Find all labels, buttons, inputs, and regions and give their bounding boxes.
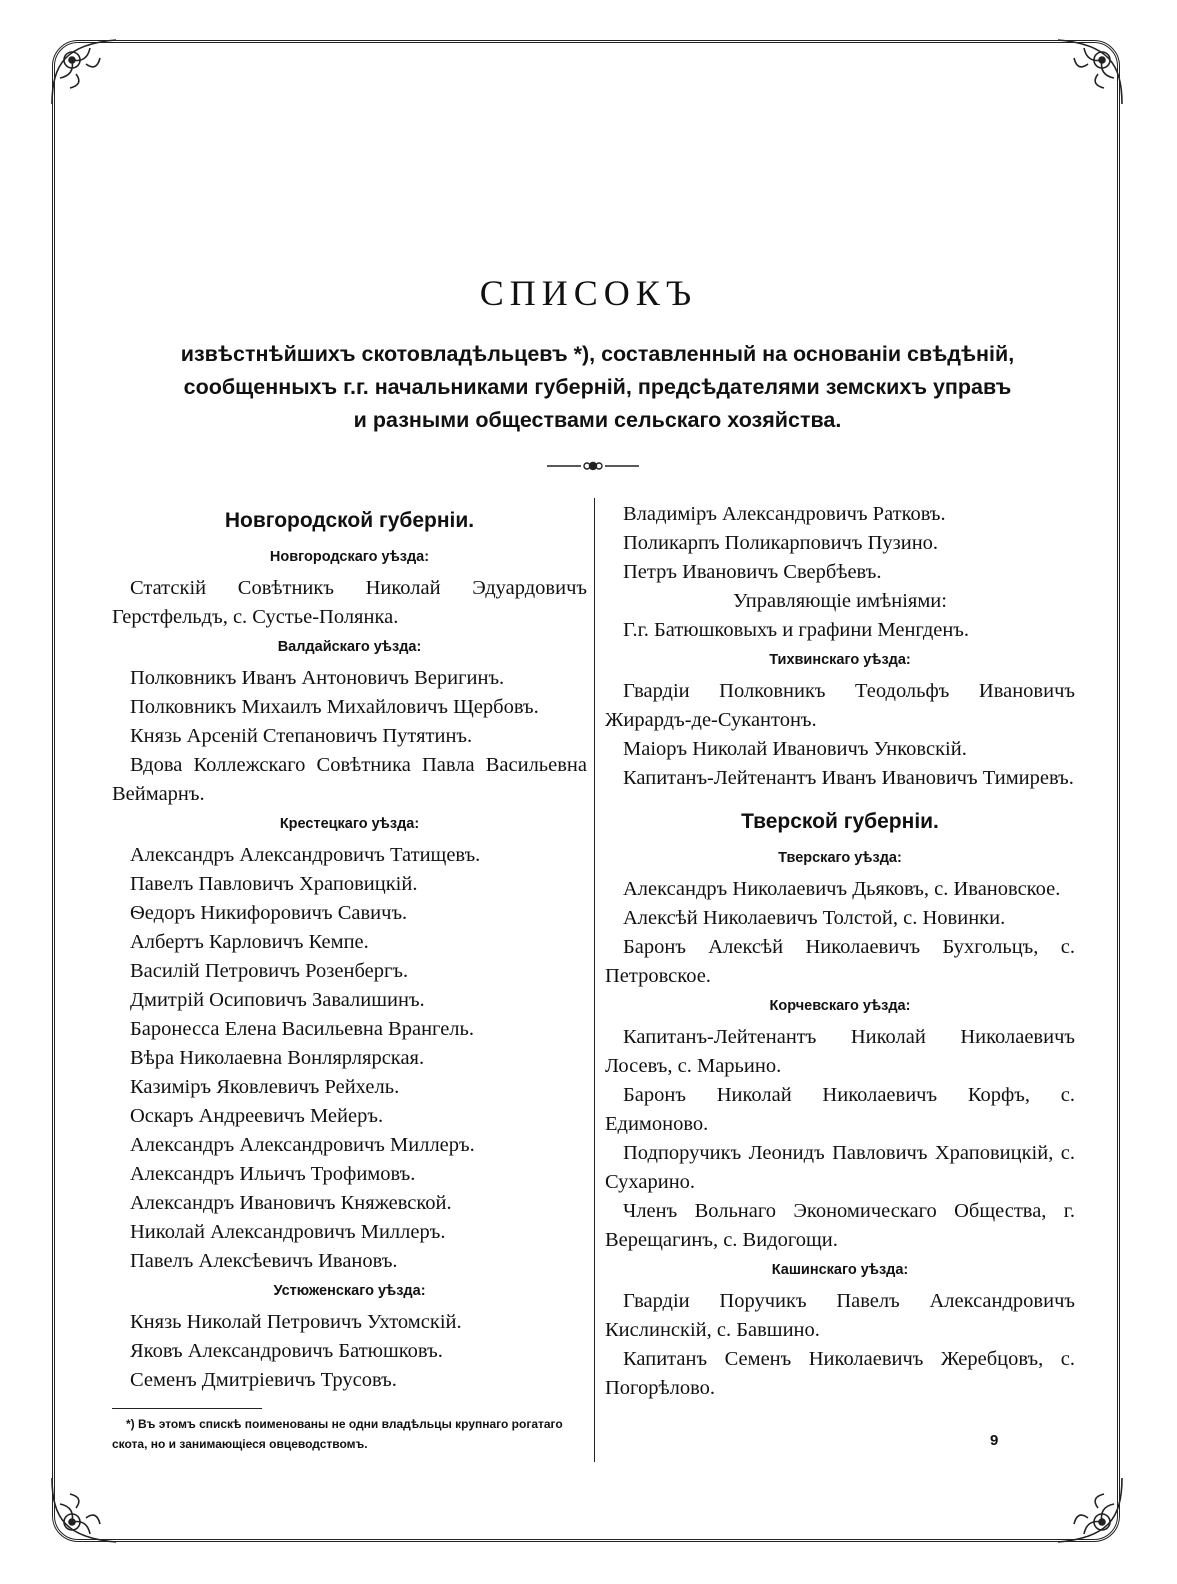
district-heading: Тверскаго уѣзда: (778, 850, 902, 866)
subtitle-line: извѣстнѣйшихъ скотовладѣльцевъ *), составленный на основаніи свѣдѣній, (180, 342, 1015, 366)
list-item: Александръ Александровичъ Татищевъ. (130, 844, 481, 866)
list-item: Подпоручикъ Леонидъ Павловичъ Храповицкій, с. Сухарино. (605, 1142, 1075, 1193)
list-item: Маіоръ Николай Ивановичъ Унковскій. (623, 738, 967, 760)
list-item: Капитанъ-Лейтенантъ Николай Николаевичъ Лосевъ, с. Марьино. (605, 1026, 1075, 1077)
title-divider-ornament (545, 458, 641, 472)
list-item: Александръ Николаевичъ Дьяковъ, с. Ивановское. (623, 878, 1061, 900)
list-item: Александръ Ивановичъ Княжевской. (130, 1192, 452, 1214)
list-item: Владиміръ Александровичъ Ратковъ. (623, 503, 946, 525)
page-subtitle (110, 338, 1085, 437)
managers-label: Управляющіе имѣніями: (733, 590, 947, 612)
list-item: Николай Александровичъ Миллеръ. (130, 1221, 446, 1243)
list-item: Ѳедоръ Никифоровичъ Савичъ. (130, 902, 408, 924)
list-item: Оскаръ Андреевичъ Мейеръ. (130, 1105, 384, 1127)
list-item: Александръ Александровичъ Миллеръ. (130, 1134, 475, 1156)
list-item: Поликарпъ Поликарповичъ Пузино. (623, 532, 939, 554)
page-title: СПИСОКЪ (479, 273, 698, 313)
list-item: Александръ Ильичъ Трофимовъ. (130, 1163, 416, 1185)
corner-ornament-bottom-right (1052, 1472, 1128, 1548)
list-item: Баронесса Елена Васильевна Врангель. (130, 1018, 474, 1040)
district-heading: Крестецкаго уѣзда: (279, 816, 420, 832)
footnote: *) Въ этомъ спискѣ поименованы не одни владѣльцы крупнаго рогатаго скота, но и занимающіеся овцеводствомъ. (112, 1417, 563, 1451)
corner-ornament-top-left (46, 34, 122, 110)
corner-ornament-top-right (1052, 34, 1128, 110)
subtitle-line: и разными обществами сельскаго хозяйства. (353, 408, 842, 432)
list-item: Баронъ Алексѣй Николаевичъ Бухгольцъ, с. Петровское. (605, 936, 1075, 987)
left-column (112, 500, 587, 1395)
subtitle-line: сообщенныхъ г.г. начальниками губерній, предсѣдателями земскихъ управъ (183, 375, 1012, 399)
list-item: Членъ Вольнаго Экономическаго Общества, г. Верещагинъ, с. Видогощи. (605, 1200, 1075, 1251)
list-item: Баронъ Николай Николаевичъ Корфъ, с. Едимоново. (605, 1084, 1075, 1135)
district-heading: Кашинскаго уѣзда: (771, 1262, 909, 1278)
list-item: Яковъ Александровичъ Батюшковъ. (130, 1340, 443, 1362)
list-item: Г.г. Батюшковыхъ и графини Менгденъ. (623, 619, 970, 641)
district-heading: Новгородскаго уѣзда: (269, 549, 430, 565)
district-heading: Устюженскаго уѣзда: (273, 1283, 426, 1299)
district-heading: Тихвинскаго уѣзда: (769, 652, 911, 668)
list-item: Гвардіи Полковникъ Теодольфъ Ивановичъ Жирардъ-де-Сукантонъ. (605, 680, 1075, 731)
list-item: Полковникъ Михаилъ Михайловичъ Щербовъ. (130, 696, 539, 718)
page-number: 9 (990, 1432, 999, 1449)
list-item: Василій Петровичъ Розенбергъ. (130, 960, 409, 982)
list-item: Албертъ Карловичъ Кемпе. (130, 931, 369, 953)
footnote-rule (112, 1408, 262, 1409)
list-item: Семенъ Дмитріевичъ Трусовъ. (130, 1369, 397, 1391)
corner-ornament-bottom-left (46, 1472, 122, 1548)
list-item: Вдова Коллежскаго Совѣтника Павла Васильевна Веймарнъ. (112, 754, 587, 805)
list-item: Капитанъ-Лейтенантъ Иванъ Ивановичъ Тимиревъ. (623, 767, 1074, 789)
section-heading-tver: Тверской губерніи. (741, 810, 939, 833)
list-item: Гвардіи Поручикъ Павелъ Александровичъ Кислинскій, с. Бавшино. (605, 1290, 1075, 1341)
list-item: Князь Арсеній Степановичъ Путятинъ. (130, 725, 473, 747)
list-item: Петръ Ивановичъ Свербѣевъ. (623, 561, 882, 583)
list-item: Капитанъ Семенъ Николаевичъ Жеребцовъ, с. Погорѣлово. (605, 1348, 1075, 1399)
list-item: Алексѣй Николаевичъ Толстой, с. Новинки. (623, 907, 1006, 929)
list-item: Вѣра Николаевна Вонлярлярская. (130, 1047, 425, 1069)
list-item: Павелъ Павловичъ Храповицкій. (130, 873, 418, 895)
section-heading-novgorod: Новгородской губерніи. (224, 509, 475, 532)
list-item: Полковникъ Иванъ Антоновичъ Веригинъ. (130, 667, 505, 689)
list-item: Князь Николай Петровичъ Ухтомскій. (130, 1311, 462, 1333)
list-item: Казиміръ Яковлевичъ Рейхель. (130, 1076, 400, 1098)
list-item: Дмитрій Осиповичъ Завалишинъ. (130, 989, 425, 1011)
right-column (605, 500, 1075, 1403)
list-item: Павелъ Алексѣевичъ Ивановъ. (130, 1250, 398, 1272)
column-divider (594, 498, 595, 1462)
district-heading: Валдайскаго уѣзда: (277, 639, 422, 655)
list-item: Статскій Совѣтникъ Николай Эдуардовичъ Герстфельдъ, с. Сустье-Полянка. (112, 577, 587, 628)
district-heading: Корчевскаго уѣзда: (769, 998, 911, 1014)
